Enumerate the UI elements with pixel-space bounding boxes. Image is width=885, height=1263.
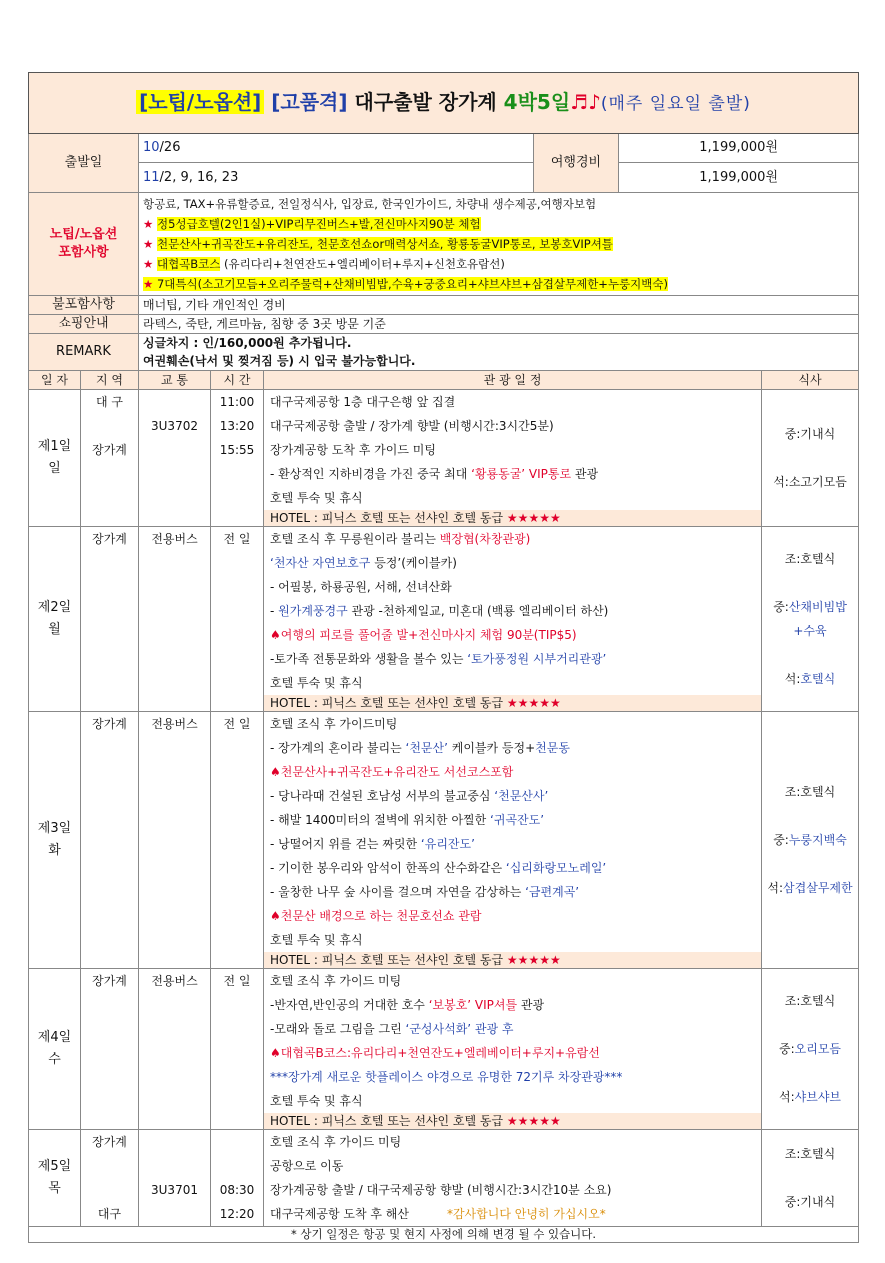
day-5-region: 장가계 대구 bbox=[81, 1130, 139, 1227]
header-transport: 교 통 bbox=[139, 371, 211, 390]
day-3-transport: 전용버스 bbox=[139, 712, 211, 969]
day-4-label: 제4일 수 bbox=[29, 969, 81, 1130]
title-tag: [노팁/노옵션] bbox=[136, 90, 264, 114]
itinerary-document bbox=[28, 72, 858, 1243]
included-label: 노팁/노옵션 포함사항 bbox=[29, 193, 139, 296]
schedule-header bbox=[29, 371, 859, 390]
included-content bbox=[139, 193, 859, 296]
header-meal: 식사 bbox=[762, 371, 859, 390]
day-row-1 bbox=[29, 390, 859, 527]
cost-1: 1,199,000원 bbox=[619, 134, 859, 163]
day-3-hotel: HOTEL : 피닉스 호텔 또는 선샤인 호텔 동급 ★★★★★ bbox=[264, 952, 761, 968]
shopping-text: 라텍스, 죽탄, 게르마늄, 침향 중 3곳 방문 기준 bbox=[139, 315, 859, 334]
day-2-meals: 조:호텔식 중:산채비빔밥 +수육 석:호텔식 bbox=[762, 527, 859, 712]
departure-date-2: 11/2, 9, 16, 23 bbox=[139, 163, 534, 193]
day-4-meals: 조:호텔식 중:오리모듬 석:샤브샤브 bbox=[762, 969, 859, 1130]
day-2-hotel: HOTEL : 피닉스 호텔 또는 선샤인 호텔 동급 ★★★★★ bbox=[264, 695, 761, 711]
excluded-label: 불포함사항 bbox=[29, 296, 139, 315]
shopping-label: 쇼핑안내 bbox=[29, 315, 139, 334]
day-3-schedule: 호텔 조식 후 가이드미팅 - 장가계의 혼이라 불리는 ‘천문산’ 케이블카 등정+천문동 ♠천문산사+귀곡잔도+유리잔도 서선코스포함 - 당나라때 건설된 호남성 서부의 불교중심 ‘천문산사’ - 해발 1400미터의 절벽에 위치한 아찔한 ‘귀곡잔도’ - 낭떨어지 위를 걷는 짜릿한 ‘유리잔도’ - 기이한 봉우리와 암석이 한폭의 산수화같은 ‘십리화랑모노레일’ - 울창한 나무 숲 사이를 걸으며 자연을 감상하는 ‘금편계곡’ ♠천문산 배경으로 하는 천문호선쇼 관람 호텔 투숙 및 휴식 HOTEL : 피닉스 호텔 또는 선샤인 호텔 동급 ★★★★★ bbox=[264, 712, 762, 969]
day-2-time: 전 일 bbox=[211, 527, 264, 712]
day-4-region: 장가계 bbox=[81, 969, 139, 1130]
day-row-3 bbox=[29, 712, 859, 969]
day-3-region: 장가계 bbox=[81, 712, 139, 969]
day-1-hotel: HOTEL : 피닉스 호텔 또는 선샤인 호텔 동급 ★★★★★ bbox=[264, 510, 761, 526]
remark-text: 싱글차지 : 인/160,000원 추가됩니다. 여권훼손(낙서 및 찢겨짐 등) 시 입국 불가능합니다. bbox=[139, 334, 859, 371]
day-2-schedule: 호텔 조식 후 무릉원이라 불리는 백장협(차창관광) ‘천자산 자연보호구 등정’(케이블카) - 어필봉, 하룡공원, 서해, 선녀산화 - 원가계풍경구 관광 -천하제일교, 미혼대 (백룡 엘리베이터 하산) ♠여행의 피로를 풀어줄 발+전신마사지 체험 90분(TIP$5) -토가족 전통문화와 생활을 볼수 있는 ‘토가풍정원 시부거리관광’ 호텔 투숙 및 휴식 HOTEL : 피닉스 호텔 또는 선샤인 호텔 동급 ★★★★★ bbox=[264, 527, 762, 712]
day-1-meals: 중:기내식 석:소고기모듬 bbox=[762, 390, 859, 527]
footer-note: * 상기 일정은 항공 및 현지 사정에 의해 변경 될 수 있습니다. bbox=[29, 1227, 859, 1243]
title-grade: [고품격] bbox=[271, 90, 348, 114]
day-row-4 bbox=[29, 969, 859, 1130]
page-title bbox=[29, 73, 859, 134]
day-3-time: 전 일 bbox=[211, 712, 264, 969]
included-item-1: ★ 정5성급호텔(2인1실)+VIP리무진버스+발,전신마사지90분 체험 bbox=[143, 217, 481, 231]
day-1-transport: 3U3702 bbox=[139, 390, 211, 527]
day-1-times: 11:00 13:20 15:55 bbox=[211, 390, 264, 527]
remark-label: REMARK bbox=[29, 334, 139, 371]
departure-date-1: 10/26 bbox=[139, 134, 534, 163]
day-5-times: 08:30 12:20 bbox=[211, 1130, 264, 1227]
day-5-transport: 3U3701 bbox=[139, 1130, 211, 1227]
day-4-schedule: 호텔 조식 후 가이드 미팅 -반자연,반인공의 거대한 호수 ‘보봉호’ VIP셔틀 관광 -모래와 돌로 그림을 그린 ‘군성사석화’ 관광 후 ♠대협곡B코스:유리다리+천연잔도+엘레베이터+루지+유람선 ***장가계 새로운 핫플레이스 야경으로 유명한 72기루 차장관광*** 호텔 투숙 및 휴식 HOTEL : 피닉스 호텔 또는 선샤인 호텔 동급 ★★★★★ bbox=[264, 969, 762, 1130]
included-base: 항공료, TAX+유류할증료, 전일정식사, 입장료, 한국인가이드, 차량내 생수제공,여행자보험 bbox=[143, 197, 597, 211]
header-date: 일 자 bbox=[29, 371, 81, 390]
day-4-time: 전 일 bbox=[211, 969, 264, 1130]
day-3-meals: 조:호텔식 중:누룽지백숙 석:삼겹살무제한 bbox=[762, 712, 859, 969]
day-2-label: 제2일 월 bbox=[29, 527, 81, 712]
day-2-region: 장가계 bbox=[81, 527, 139, 712]
title-sub: (매주 일요일 출발) bbox=[600, 94, 751, 114]
day-4-hotel: HOTEL : 피닉스 호텔 또는 선샤인 호텔 동급 ★★★★★ bbox=[264, 1113, 761, 1129]
departure-label: 출발일 bbox=[29, 134, 139, 193]
day-row-2 bbox=[29, 527, 859, 712]
header-region: 지 역 bbox=[81, 371, 139, 390]
title-main: 대구출발 장가계 bbox=[354, 90, 497, 114]
music-notes-icon: ♬♪ bbox=[570, 90, 601, 114]
day-row-5 bbox=[29, 1130, 859, 1227]
day-2-transport: 전용버스 bbox=[139, 527, 211, 712]
day-5-meals: 조:호텔식 중:기내식 bbox=[762, 1130, 859, 1227]
day-1-schedule: 대구국제공항 1층 대구은행 앞 집결 대구국제공항 출발 / 장가계 향발 (비행시간:3시간5분) 장가계공항 도착 후 가이드 미팅 - 환상적인 지하비경을 가진 중국 최대 ‘황룡동굴’ VIP통로 관광 호텔 투숙 및 휴식 HOTEL : 피닉스 호텔 또는 선샤인 호텔 동급 ★★★★★ bbox=[264, 390, 762, 527]
title-nights: 4박5일 bbox=[503, 90, 571, 114]
day-5-schedule: 호텔 조식 후 가이드 미팅 공항으로 이동 장가계공항 출발 / 대구국제공항 향발 (비행시간:3시간10분 소요) 대구국제공항 도착 후 해산 *감사합니다 안녕히 가십시오* bbox=[264, 1130, 762, 1227]
included-item-3: ★ 대협곡B코스 (유리다리+천연잔도+엘리베이터+루지+신천호유람선) bbox=[143, 257, 505, 271]
header-time: 시 간 bbox=[211, 371, 264, 390]
header-schedule: 관 광 일 정 bbox=[264, 371, 762, 390]
excluded-text: 매너팁, 기타 개인적인 경비 bbox=[139, 296, 859, 315]
day-5-label: 제5일 목 bbox=[29, 1130, 81, 1227]
cost-2: 1,199,000원 bbox=[619, 163, 859, 193]
day-4-transport: 전용버스 bbox=[139, 969, 211, 1130]
day-1-region: 대 구 장가계 bbox=[81, 390, 139, 527]
itinerary-table bbox=[28, 72, 859, 1243]
included-item-2: ★ 천문산사+귀곡잔도+유리잔도, 천문호선쇼or매력상서쇼, 황룡동굴VIP통로, 보봉호VIP셔틀 bbox=[143, 237, 613, 251]
day-1-label: 제1일 일 bbox=[29, 390, 81, 527]
included-item-4: ★ 7대특식(소고기모듬+오리주물럭+산채비빔밥,수육+궁중요리+샤브샤브+삼겹살무제한+누룽지백숙) bbox=[143, 277, 668, 291]
cost-label: 여행경비 bbox=[534, 134, 619, 193]
day-3-label: 제3일 화 bbox=[29, 712, 81, 969]
